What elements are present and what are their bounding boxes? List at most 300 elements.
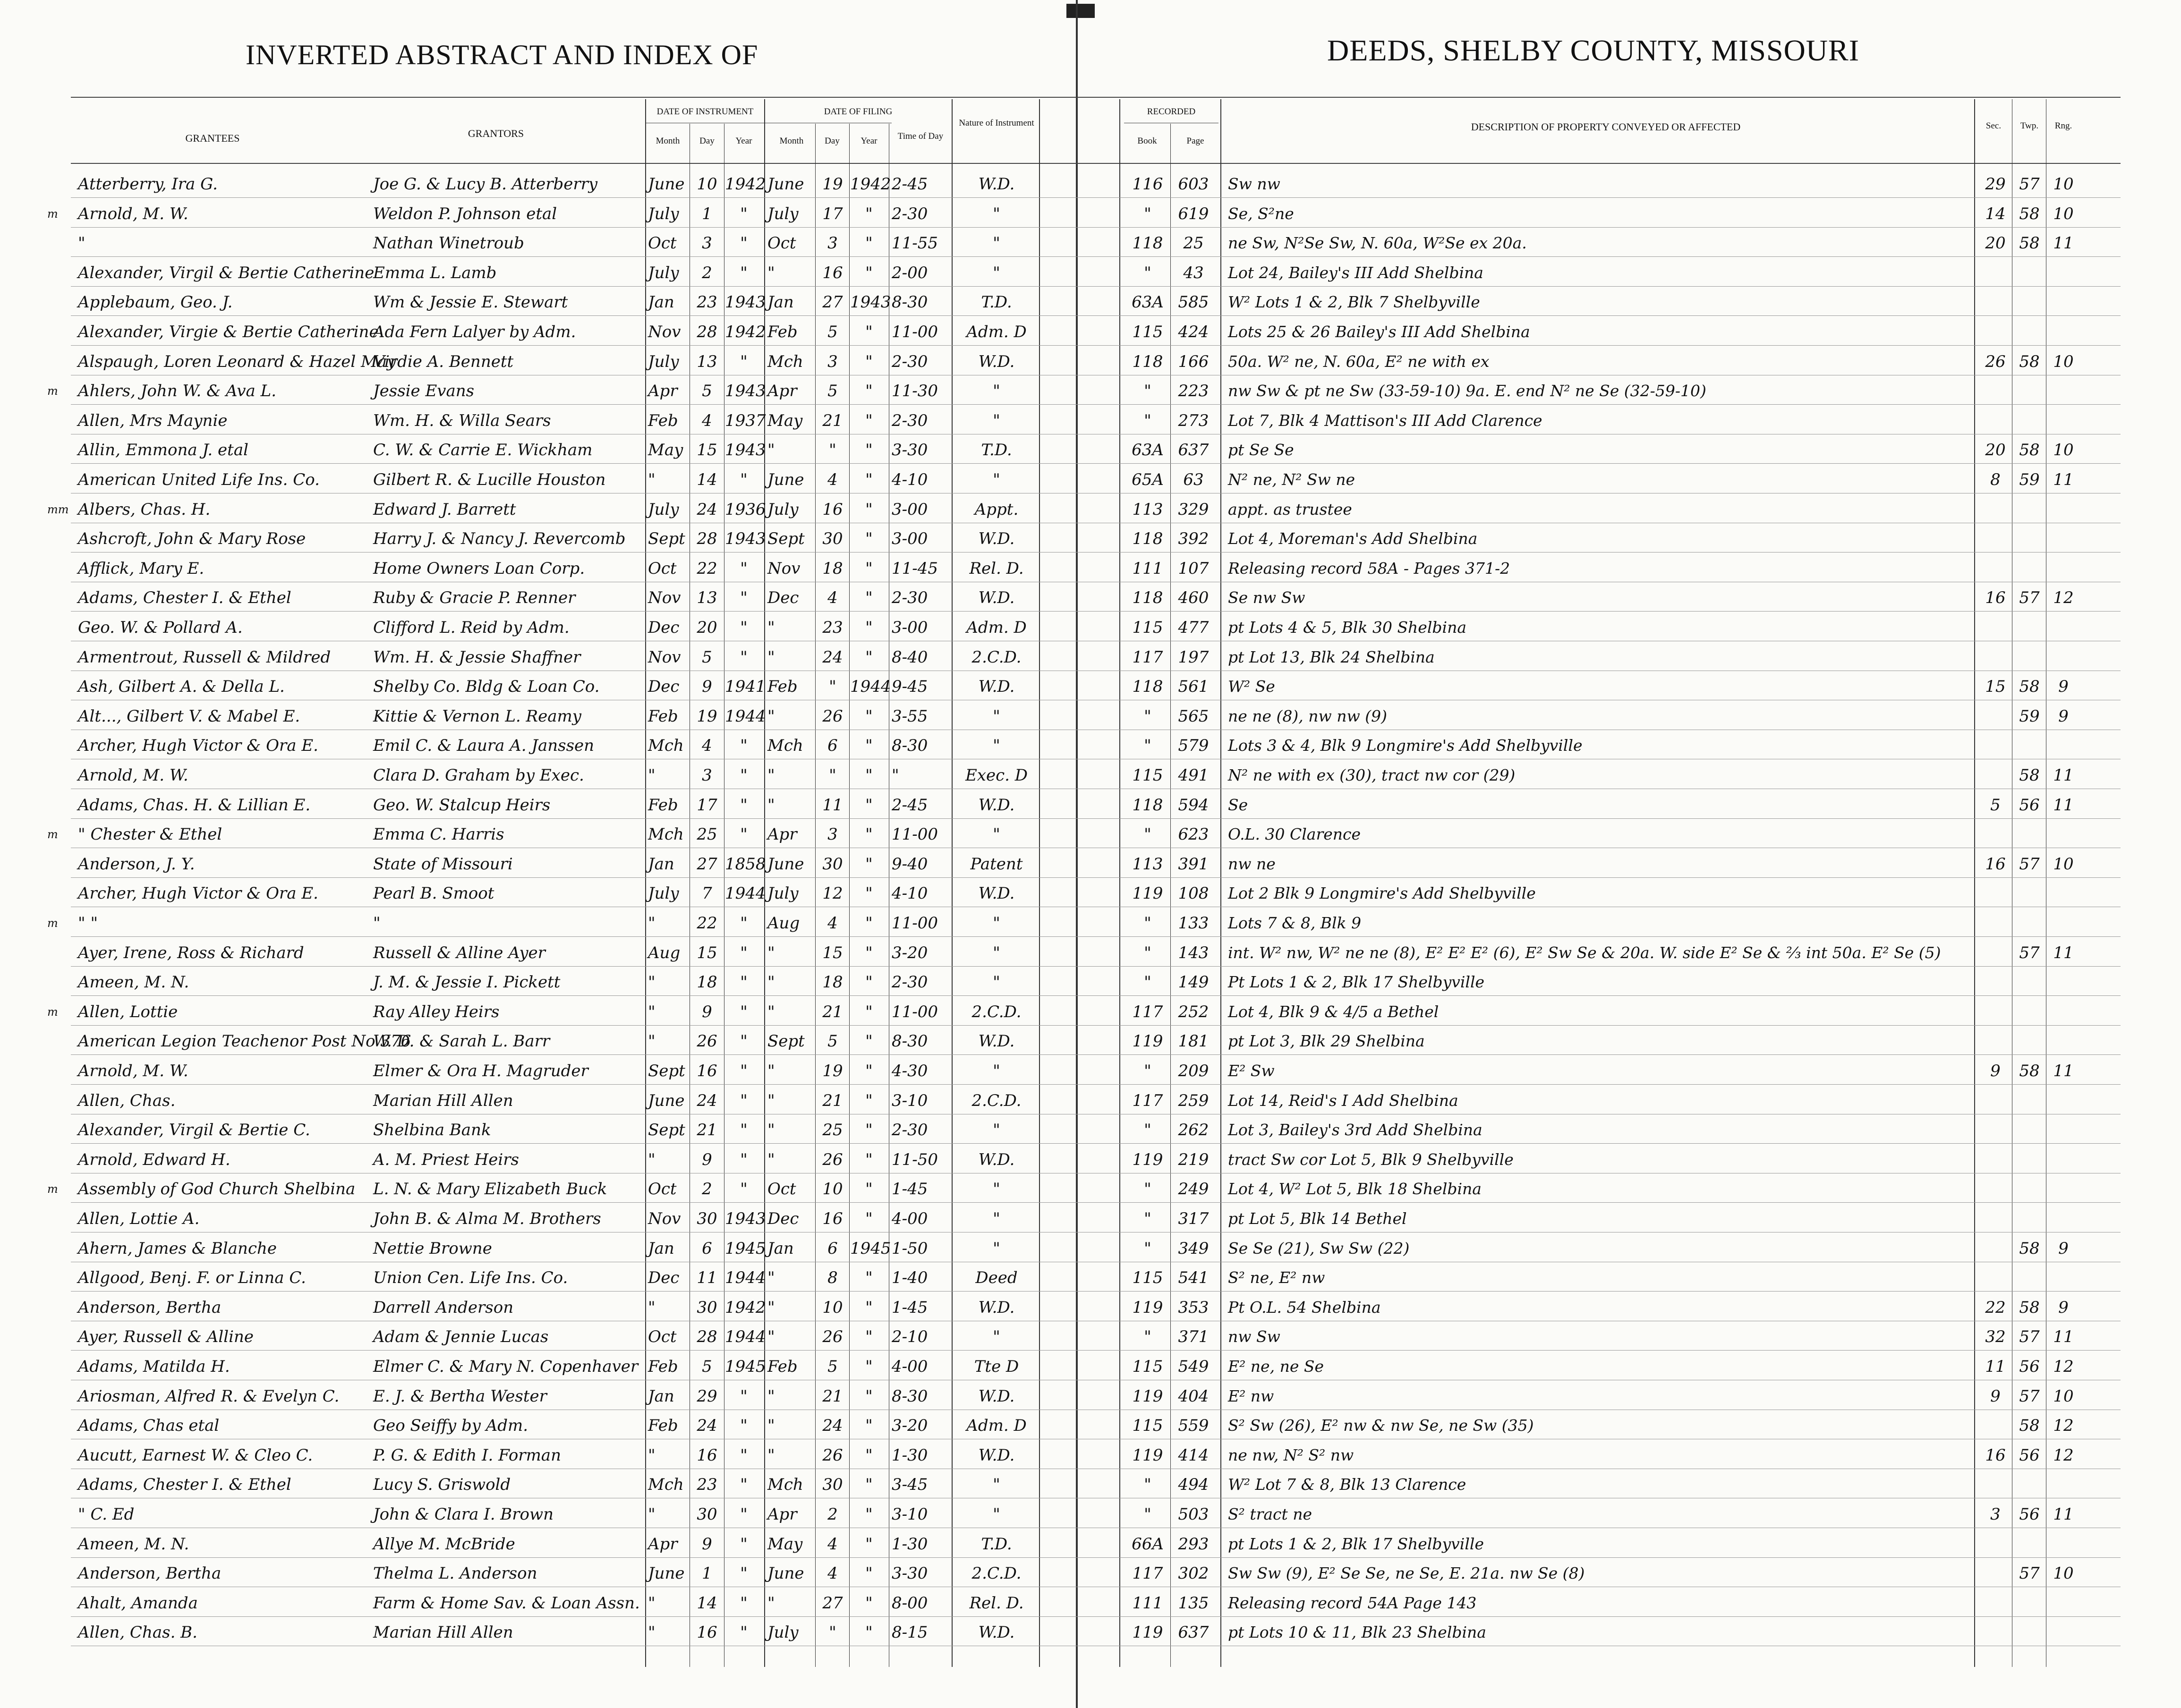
grantor-cell: Darrell Anderson [373,1298,514,1317]
nature-cell: " [993,707,1000,726]
description-cell: Se Se (21), Sw Sw (22) [1228,1239,1410,1258]
instrument-year-cell: " [740,1180,748,1198]
filing-time-cell: 1-50 [892,1239,928,1258]
instrument-year-cell: " [740,796,748,815]
filing-day-cell: 10 [822,1298,843,1317]
nature-cell: " [993,204,1000,223]
book-cell: 111 [1132,559,1163,578]
grantor-cell: E. J. & Bertha Wester [373,1387,547,1406]
filing-month-cell: Feb [767,677,798,696]
book-cell: 119 [1132,1446,1163,1465]
grantor-cell: Wm. H. & Jessie Shaffner [373,648,581,667]
instrument-month-cell: June [648,1091,685,1110]
description-cell: Sw nw [1228,175,1280,193]
filing-year-cell: 1943 [850,293,891,312]
filing-day-cell: 26 [822,1446,843,1465]
range-cell: 10 [2053,175,2074,194]
grantee-cell: Anderson, Bertha [78,1298,222,1317]
filing-day-cell: 6 [827,736,838,755]
book-cell: 115 [1132,323,1163,341]
margin-mark: m [47,1182,58,1196]
table-row [0,1147,2181,1175]
filing-day-cell: 3 [827,352,838,371]
grantor-cell: " [373,914,381,933]
grantor-cell: Weldon P. Johnson etal [373,204,557,223]
description-cell: pt Se Se [1228,441,1294,459]
instrument-year-cell: " [740,648,748,667]
nature-cell: W.D. [978,588,1015,607]
filing-day-cell: 30 [822,855,843,874]
instrument-year-cell: " [740,588,748,607]
book-cell: 111 [1132,1594,1163,1613]
filing-day-cell: 21 [822,1387,843,1406]
table-row [0,940,2181,968]
table-row [0,1058,2181,1086]
filing-year-cell: " [865,1594,873,1613]
filing-year-cell: " [865,618,873,637]
filing-day-cell: 25 [822,1121,843,1139]
filing-month-cell: May [767,411,803,430]
section-cell: 29 [1985,175,2006,194]
nature-cell: W.D. [978,1387,1015,1406]
filing-year-cell: " [865,884,873,903]
grantor-cell: Clifford L. Reid by Adm. [373,618,570,637]
filing-month-cell: Apr [767,1505,797,1524]
page-cell: 135 [1178,1594,1209,1613]
header-page: Page [1186,136,1204,146]
filing-day-cell: 10 [822,1180,843,1198]
instrument-day-cell: 5 [702,648,712,667]
filing-year-cell: " [865,943,873,962]
range-cell: 11 [2053,943,2074,962]
nature-cell: W.D. [978,1446,1015,1465]
filing-time-cell: 2-45 [892,796,928,815]
book-cell: 63A [1132,293,1164,312]
filing-time-cell: 8-15 [892,1623,928,1642]
filing-time-cell: 3-20 [892,943,928,962]
description-cell: Lot 3, Bailey's 3rd Add Shelbina [1228,1121,1482,1139]
filing-month-cell: " [767,1387,775,1406]
instrument-day-cell: 30 [697,1505,717,1524]
page-cell: 503 [1178,1505,1209,1524]
filing-month-cell: " [767,441,775,459]
grantor-cell: Clara D. Graham by Exec. [373,766,584,785]
section-cell: 16 [1985,588,2006,607]
instrument-day-cell: 9 [702,1150,712,1169]
instrument-year-cell: 1942 [725,1298,766,1317]
grantee-cell: Adams, Chester I. & Ethel [78,1475,291,1494]
grantee-cell: Allen, Lottie [78,1003,178,1021]
filing-time-cell: 2-30 [892,973,928,992]
instrument-year-cell: " [740,559,748,578]
filing-time-cell: 2-30 [892,352,928,371]
range-cell: 9 [2058,707,2069,726]
filing-time-cell: 9-40 [892,855,928,874]
instrument-day-cell: 10 [697,175,717,194]
page-cell: 549 [1178,1357,1209,1376]
filing-time-cell: 9-45 [892,677,928,696]
filing-year-cell: " [865,529,873,548]
filing-time-cell: 8-30 [892,1387,928,1406]
page-cell: 197 [1178,648,1209,667]
filing-year-cell: " [865,500,873,519]
range-cell: 10 [2053,441,2074,459]
nature-cell: 2.C.D. [971,1091,1022,1110]
book-cell: 115 [1132,1268,1163,1287]
filing-year-cell: " [865,1327,873,1346]
instrument-day-cell: 11 [697,1268,717,1287]
filing-year-cell: " [865,1209,873,1228]
instrument-year-cell: " [740,1535,748,1554]
filing-month-cell: Aug [767,914,800,933]
grantor-cell: Marian Hill Allen [373,1091,513,1110]
filing-month-cell: Nov [767,559,801,578]
filing-day-cell: 3 [827,234,838,253]
instrument-day-cell: 9 [702,1003,712,1021]
filing-month-cell: June [767,855,804,874]
filing-time-cell: 1-30 [892,1446,928,1465]
grantee-cell: Adams, Chas. H. & Lillian E. [78,796,311,815]
table-row [0,821,2181,850]
instrument-day-cell: 24 [697,1091,717,1110]
township-cell: 57 [2019,1564,2040,1583]
instrument-day-cell: 20 [697,618,717,637]
instrument-month-cell: Sept [648,1121,685,1139]
filing-time-cell: 2-00 [892,263,928,282]
description-cell: pt Lot 13, Blk 24 Shelbina [1228,648,1435,666]
nature-cell: W.D. [978,796,1015,815]
filing-year-cell: " [865,855,873,874]
nature-cell: Adm. D [966,1416,1027,1435]
margin-mark: m [47,917,58,930]
filing-time-cell: 3-00 [892,500,928,519]
nature-cell: Adm. D [966,323,1027,341]
nature-cell: Appt. [974,500,1019,519]
filing-year-cell: " [865,707,873,726]
instrument-year-cell: " [740,766,748,785]
grantor-cell: Harry J. & Nancy J. Revercomb [373,529,626,548]
grantor-cell: J. M. & Jessie I. Pickett [373,973,561,992]
grantee-cell: " C. Ed [78,1505,135,1524]
instrument-month-cell: Nov [648,588,681,607]
filing-time-cell: 8-00 [892,1594,928,1613]
description-cell: Releasing record 54A Page 143 [1228,1594,1477,1612]
instrument-year-cell: " [740,825,748,844]
range-cell: 10 [2053,204,2074,223]
filing-time-cell: 3-45 [892,1475,928,1494]
grantee-cell: " " [78,914,98,933]
header-nature-of-instrument: Nature of Instrument [959,118,1034,128]
filing-day-cell: " [829,677,836,696]
page-cell: 371 [1178,1327,1209,1346]
filing-year-cell: " [865,1268,873,1287]
grantee-cell: Ameen, M. N. [78,1535,189,1554]
description-cell: ne ne (8), nw nw (9) [1228,707,1387,725]
page-title-right: DEEDS, SHELBY COUNTY, MISSOURI [1327,34,1859,67]
description-cell: Lot 4, Moreman's Add Shelbina [1228,529,1478,548]
table-row [0,673,2181,702]
range-cell: 10 [2053,1387,2074,1406]
page-cell: 414 [1178,1446,1209,1465]
table-row [0,1501,2181,1530]
filing-day-cell: 30 [822,529,843,548]
filing-day-cell: 26 [822,707,843,726]
description-cell: pt Lot 3, Blk 29 Shelbina [1228,1032,1425,1050]
table-row [0,851,2181,879]
grantee-cell: Anderson, J. Y. [78,855,195,874]
filing-time-cell: 11-50 [892,1150,938,1169]
page-cell: 349 [1178,1239,1209,1258]
instrument-month-cell: " [648,1505,656,1524]
section-cell: 20 [1985,234,2006,253]
filing-time-cell: 3-20 [892,1416,928,1435]
filing-day-cell: 3 [827,825,838,844]
nature-cell: " [993,1505,1000,1524]
book-cell: 116 [1132,175,1163,194]
filing-year-cell: " [865,1535,873,1554]
description-cell: pt Lots 10 & 11, Blk 23 Shelbina [1228,1623,1486,1641]
nature-cell: " [993,736,1000,755]
filing-month-cell: Dec [767,588,799,607]
filing-year-cell: " [865,204,873,223]
description-cell: W² Lots 1 & 2, Blk 7 Shelbyville [1228,293,1480,311]
margin-mark: m [47,207,58,221]
instrument-month-cell: " [648,1594,656,1613]
filing-year-cell: " [865,766,873,785]
description-cell: Pt O.L. 54 Shelbina [1228,1298,1381,1317]
table-row [0,230,2181,258]
filing-month-cell: " [767,1121,775,1139]
book-cell: " [1144,736,1151,755]
grantee-cell: Ahern, James & Blanche [78,1239,277,1258]
description-cell: Se nw Sw [1228,588,1305,607]
filing-day-cell: " [829,766,836,785]
instrument-day-cell: 30 [697,1298,717,1317]
section-cell: 22 [1985,1298,2006,1317]
table-row [0,1619,2181,1648]
book-cell: 117 [1132,1003,1163,1021]
instrument-day-cell: 9 [702,1535,712,1554]
grantee-cell: Adams, Chester I. & Ethel [78,588,291,607]
instrument-year-cell: " [740,914,748,933]
table-row [0,1117,2181,1145]
book-cell: 118 [1132,352,1163,371]
grantor-cell: Shelbina Bank [373,1121,491,1139]
instrument-day-cell: 2 [702,263,712,282]
grantor-cell: Nathan Winetroub [373,234,524,253]
filing-year-cell: 1944 [850,677,891,696]
table-row [0,644,2181,672]
instrument-month-cell: Nov [648,1209,681,1228]
filing-time-cell: 8-30 [892,736,928,755]
grantor-cell: John & Clara I. Brown [373,1505,554,1524]
book-cell: 119 [1132,1298,1163,1317]
description-cell: pt Lot 5, Blk 14 Bethel [1228,1209,1407,1228]
filing-day-cell: 11 [822,796,843,815]
table-row [0,969,2181,997]
book-cell: 66A [1132,1535,1164,1554]
instrument-year-cell: 1943 [725,1209,766,1228]
book-cell: 119 [1132,884,1163,903]
grantor-cell: Thelma L. Anderson [373,1564,537,1583]
page-cell: 273 [1178,411,1209,430]
book-cell: " [1144,1209,1151,1228]
nature-cell: W.D. [978,529,1015,548]
filing-time-cell: 3-00 [892,529,928,548]
filing-month-cell: Sept [767,529,805,548]
page-cell: 565 [1178,707,1209,726]
township-cell: 56 [2019,1505,2040,1524]
filing-time-cell: 2-30 [892,411,928,430]
table-row [0,999,2181,1027]
page-cell: 637 [1178,1623,1209,1642]
instrument-day-cell: 15 [697,943,717,962]
section-cell: 9 [1990,1387,2001,1406]
page-cell: 619 [1178,204,1209,223]
filing-year-cell: " [865,1062,873,1080]
filing-day-cell: 6 [827,1239,838,1258]
instrument-year-cell: " [740,1121,748,1139]
table-row [0,526,2181,554]
filing-month-cell: " [767,943,775,962]
book-cell: " [1144,825,1151,844]
instrument-year-cell: " [740,618,748,637]
book-cell: 118 [1132,796,1163,815]
binding-clip [1066,4,1095,18]
filing-month-cell: " [767,973,775,992]
grantor-cell: Emma L. Lamb [373,263,497,282]
instrument-day-cell: 13 [697,588,717,607]
filing-day-cell: 16 [822,500,843,519]
range-cell: 11 [2053,1062,2074,1080]
book-cell: 117 [1132,1564,1163,1583]
grantee-cell: Allen, Lottie A. [78,1209,200,1228]
instrument-month-cell: Jan [648,293,674,312]
description-cell: S² tract ne [1228,1505,1312,1523]
grantor-cell: Pearl B. Smoot [373,884,494,903]
instrument-day-cell: 5 [702,382,712,400]
grantee-cell: Ahlers, John W. & Ava L. [78,382,277,400]
nature-cell: Patent [970,855,1023,874]
filing-day-cell: 16 [822,1209,843,1228]
instrument-year-cell: " [740,1446,748,1465]
instrument-year-cell: 1941 [725,677,766,696]
grantor-cell: Edward J. Barrett [373,500,516,519]
instrument-month-cell: Aug [648,943,681,962]
instrument-day-cell: 23 [697,1475,717,1494]
instrument-day-cell: 28 [697,1327,717,1346]
range-cell: 11 [2053,470,2074,489]
instrument-year-cell: " [740,973,748,992]
table-row [0,585,2181,613]
instrument-day-cell: 28 [697,323,717,341]
filing-day-cell: 26 [822,1150,843,1169]
instrument-year-cell: 1945 [725,1357,766,1376]
page-cell: 302 [1178,1564,1209,1583]
instrument-month-cell: Mch [648,1475,684,1494]
book-cell: " [1144,382,1151,400]
grantee-cell: Ashcroft, John & Mary Rose [78,529,306,548]
description-cell: ne Sw, N²Se Sw, N. 60a, W²Se ex 20a. [1228,234,1527,252]
book-cell: " [1144,411,1151,430]
range-cell: 12 [2053,1446,2074,1465]
instrument-year-cell: 1858 [725,855,766,874]
table-row [0,1206,2181,1234]
filing-month-cell: Mch [767,736,803,755]
filing-year-cell: " [865,411,873,430]
description-cell: Se [1228,796,1248,814]
filing-year-cell: 1942 [850,175,891,194]
instrument-year-cell: " [740,263,748,282]
nature-cell: " [993,411,1000,430]
header-sec: Sec. [1985,121,2002,131]
header-twp: Twp. [2020,121,2039,131]
range-cell: 9 [2058,1298,2069,1317]
description-cell: pt Lots 1 & 2, Blk 17 Shelbyville [1228,1535,1484,1553]
filing-month-cell: Dec [767,1209,799,1228]
nature-cell: W.D. [978,1298,1015,1317]
range-cell: 11 [2053,766,2074,785]
grantor-cell: Farm & Home Sav. & Loan Assn. [373,1594,640,1613]
filing-day-cell: 27 [822,1594,843,1613]
filing-month-cell: Sept [767,1032,805,1051]
grantee-cell: " [78,234,85,253]
filing-time-cell: 3-10 [892,1091,928,1110]
grantee-cell: Armentrout, Russell & Mildred [78,648,331,667]
range-cell: 11 [2053,796,2074,815]
book-cell: " [1144,973,1151,992]
grantor-cell: Ada Fern Lalyer by Adm. [373,323,576,341]
page-cell: 249 [1178,1180,1209,1198]
filing-time-cell: 11-00 [892,825,938,844]
grantor-cell: C. W. & Carrie E. Wickham [373,441,593,459]
filing-time-cell: 11-30 [892,382,938,400]
page-cell: 541 [1178,1268,1209,1287]
instrument-year-cell: 1936 [725,500,766,519]
instrument-month-cell: " [648,766,656,785]
instrument-day-cell: 13 [697,352,717,371]
instrument-day-cell: 17 [697,796,717,815]
filing-time-cell: 11-55 [892,234,938,253]
description-cell: Lot 2 Blk 9 Longmire's Add Shelbyville [1228,884,1536,902]
instrument-year-cell: " [740,1475,748,1494]
page-cell: 259 [1178,1091,1209,1110]
nature-cell: " [993,1475,1000,1494]
description-cell: E² ne, ne Se [1228,1357,1324,1376]
page-cell: 477 [1178,618,1209,637]
book-cell: 118 [1132,234,1163,253]
filing-time-cell: 1-30 [892,1535,928,1554]
book-cell: 113 [1132,500,1163,519]
table-row [0,1028,2181,1056]
instrument-year-cell: 1944 [725,707,766,726]
instrument-month-cell: " [648,1446,656,1465]
table-row [0,1442,2181,1470]
filing-year-cell: " [865,1387,873,1406]
grantor-cell: Jessie Evans [373,382,475,400]
filing-time-cell: 1-45 [892,1298,928,1317]
filing-day-cell: 21 [822,1091,843,1110]
instrument-day-cell: 30 [697,1209,717,1228]
header-recorded: RECORDED [1147,107,1196,117]
instrument-month-cell: Mch [648,736,684,755]
filing-day-cell: 5 [827,382,838,400]
township-cell: 57 [2019,1327,2040,1346]
filing-day-cell: 2 [827,1505,838,1524]
filing-year-cell: " [865,559,873,578]
instrument-year-cell: " [740,1150,748,1169]
grantee-cell: Arnold, M. W. [78,766,188,785]
